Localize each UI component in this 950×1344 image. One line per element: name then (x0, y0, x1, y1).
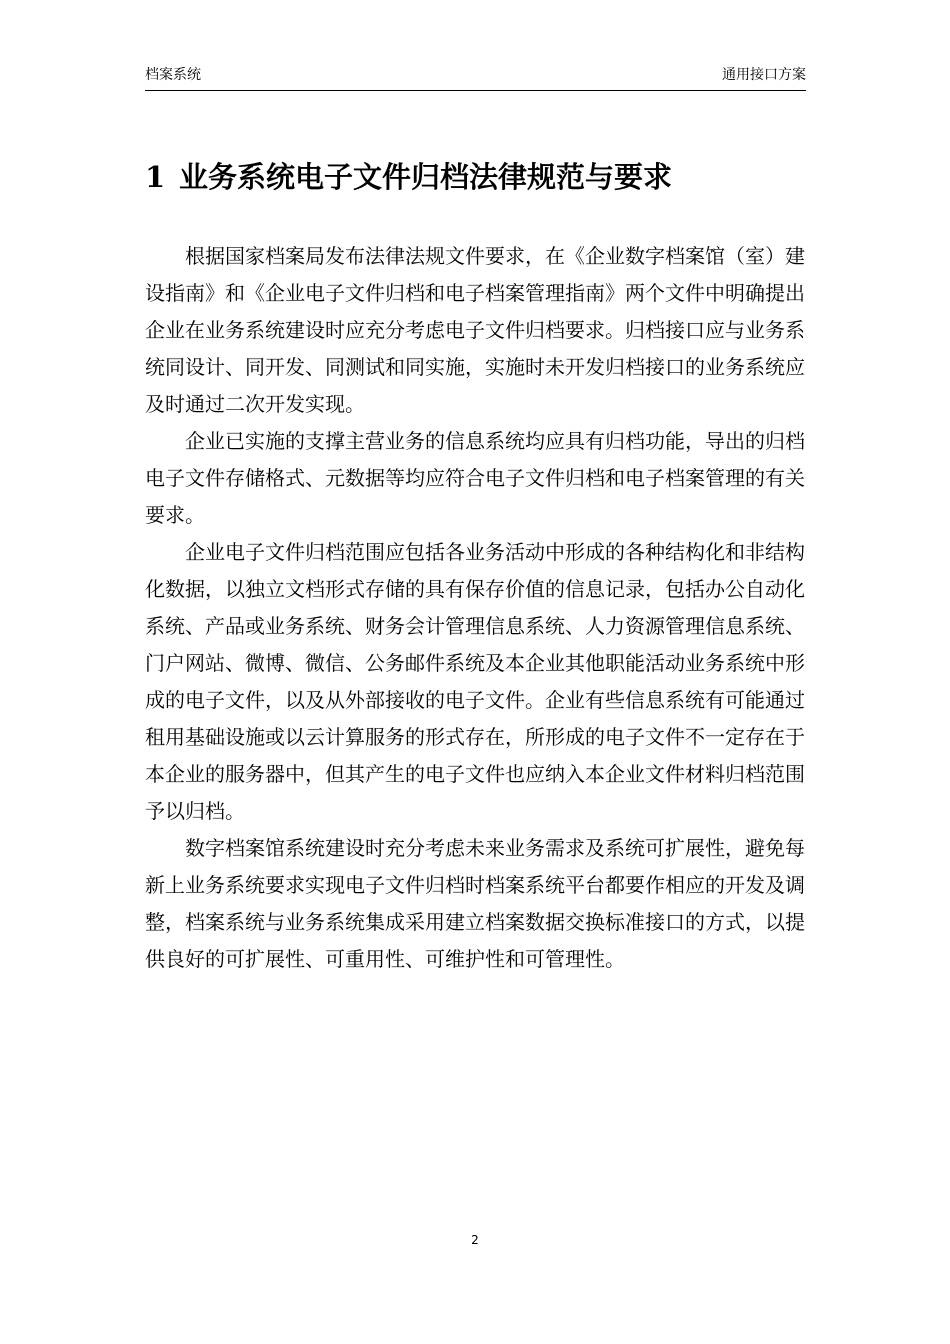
header-document-title: 通用接口方案 (722, 67, 806, 83)
header-system-name: 档案系统 (145, 67, 201, 83)
page-number: 2 (471, 1233, 479, 1247)
paragraph-archiving-scope: 企业电子文件归档范围应包括各业务活动中形成的各种结构化和非结构化数据，以独立文档形式存储的具有保存价值的信息记录，包括办公自动化系统、产品或业务系统、财务会计管理信息系统、人力资源管理信息系统、门户网站、微博、微信、公务邮件系统及本企业其他职能活动业务系统中形成的电子文件，以及从外部接收的电子文件。企业有些信息系统有可能通过租用基础设施或以云计算服务的形式存在，所形成的电子文件不一定存在于本企业的服务器中，但其产生的电子文件也应纳入本企业文件材料归档范围予以归档。 (145, 540, 805, 823)
paragraph-regulations: 根据国家档案局发布法律法规文件要求，在《企业数字档案馆（室）建设指南》和《企业电子文件归档和电子档案管理指南》两个文件中明确提出企业在业务系统建设时应充分考虑电子文件归档要求。归档接口应与业务系统同设计、同开发、同测试和同实施，实施时未开发归档接口的业务系统应及时通过二次开发实现。 (145, 244, 805, 416)
section-heading (145, 155, 806, 199)
paragraph-archiving-function: 企业已实施的支撑主营业务的信息系统均应具有归档功能，导出的归档电子文件存储格式、元数据等均应符合电子文件归档和电子档案管理的有关要求。 (145, 429, 805, 527)
section-number: 1 (145, 160, 166, 194)
paragraph-standard-interface: 数字档案馆系统建设时充分考虑未来业务需求及系统可扩展性，避免每新上业务系统要求实现电子文件归档时档案系统平台都要作相应的开发及调整，档案系统与业务系统集成采用建立档案数据交换标准接口的方式，以提供良好的可扩展性、可重用性、可维护性和可管理性。 (145, 836, 805, 971)
page-header (145, 66, 806, 91)
section-body (145, 238, 805, 978)
section-title: 业务系统电子文件归档法律规范与要求 (179, 160, 673, 194)
